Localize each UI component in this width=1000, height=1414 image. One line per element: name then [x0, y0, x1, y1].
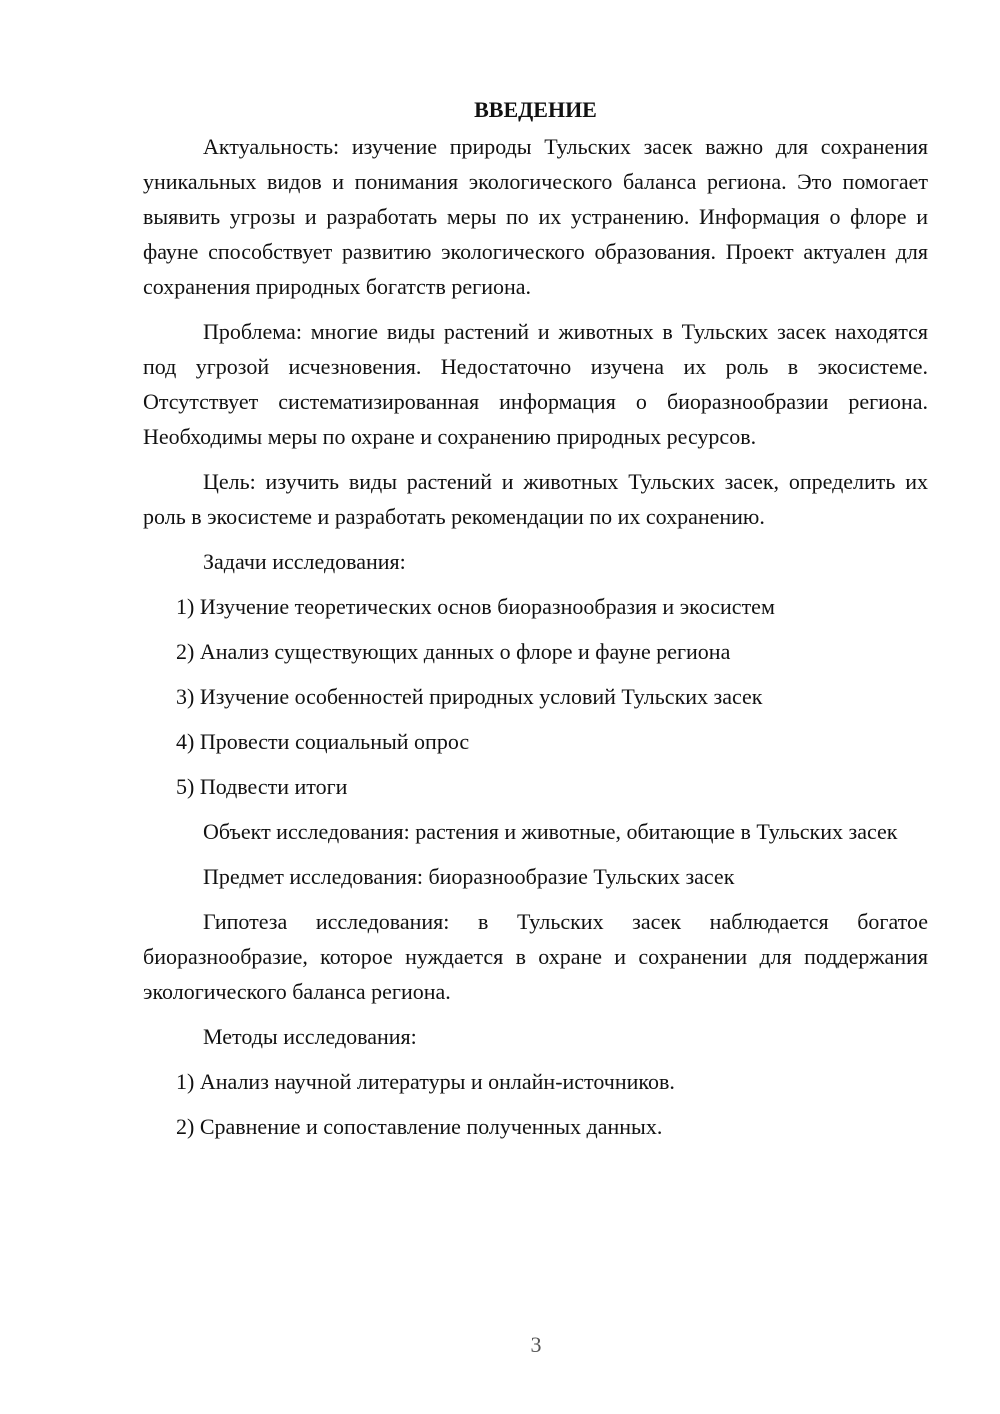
- page-number: 3: [530, 1332, 542, 1357]
- hypothesis-paragraph: Гипотеза исследования: в Тульских засек наблюдается богатое биоразнообразие, которое нуждается в охране и сохранении для поддержания экологического баланса региона.: [143, 909, 928, 1004]
- goal-paragraph: Цель: изучить виды растений и животных Тульских засек, определить их роль в экосистеме и разработать рекомендации по их сохранению.: [143, 469, 928, 529]
- method-item: 2) Сравнение и сопоставление полученных данных.: [176, 1114, 663, 1139]
- subject-paragraph: Предмет исследования: биоразнообразие Тульских засек: [203, 864, 735, 889]
- method-item: 1) Анализ научной литературы и онлайн-источников.: [176, 1069, 675, 1094]
- tasks-heading: Задачи исследования:: [203, 549, 406, 574]
- task-item: 1) Изучение теоретических основ биоразнообразия и экосистем: [176, 594, 775, 619]
- relevance-paragraph: Актуальность: изучение природы Тульских засек важно для сохранения уникальных видов и понимания экологического баланса региона. Это помогает выявить угрозы и разработать меры по их устранению. Информация о флоре и фауне способствует развитию экологического образования. Проект актуален для сохранения природных богатств региона.: [143, 134, 928, 299]
- object-paragraph: Объект исследования: растения и животные, обитающие в Тульских засек: [203, 819, 898, 844]
- task-item: 3) Изучение особенностей природных условий Тульских засек: [176, 684, 763, 709]
- methods-list: [143, 1064, 928, 1144]
- tasks-list: [143, 589, 928, 804]
- methods-heading: Методы исследования:: [203, 1024, 417, 1049]
- section-title: ВВЕДЕНИЕ: [474, 97, 597, 122]
- task-item: 2) Анализ существующих данных о флоре и фауне региона: [176, 639, 731, 664]
- task-item: 5) Подвести итоги: [176, 774, 348, 799]
- problem-paragraph: Проблема: многие виды растений и животных в Тульских засек находятся под угрозой исчезновения. Недостаточно изучена их роль в экосистеме. Отсутствует систематизированная информация о биоразнообразии региона. Необходимы меры по охране и сохранению природных ресурсов.: [143, 319, 928, 449]
- page-content: [143, 92, 928, 1154]
- task-item: 4) Провести социальный опрос: [176, 729, 470, 754]
